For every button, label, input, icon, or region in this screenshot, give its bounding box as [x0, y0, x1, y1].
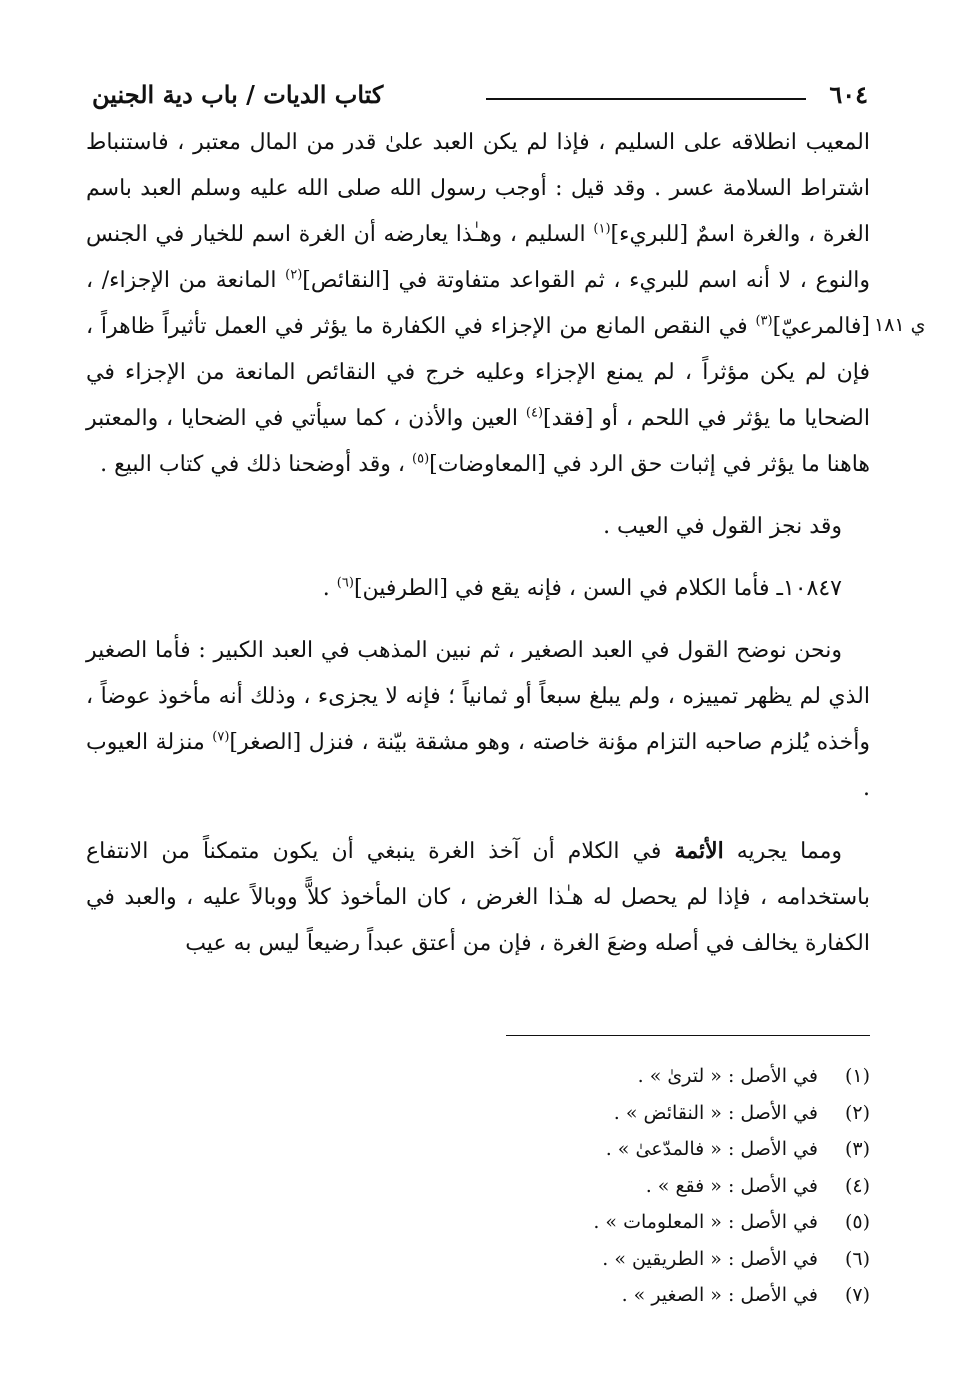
paragraph-5: [86, 828, 870, 967]
paragraph-3: [86, 566, 870, 612]
running-title: كتاب الديات / باب دية الجنين: [92, 80, 384, 109]
footnote-number: (٤): [844, 1174, 870, 1197]
text-run: المعيب انطلاقه على السليم ، فإذا لم يكن العبد علىٰ قدر من المال معتبر ، فاستنباط اشتراط السلامة عسر . وقد قيل : أوجب رسول الله صلى الله عليه وسلم العبد باسم الغرة ، والغرة اسمٌ [للبريء]: [86, 130, 870, 247]
text-run: ، وقد أوضحنا ذلك في كتاب البيع .: [100, 452, 412, 477]
text-run: منزلة العيوب .: [86, 730, 870, 801]
footnote-ref-7[interactable]: (٧): [212, 729, 230, 745]
footnote-item: [510, 1168, 870, 1205]
footnote-number: (٥): [844, 1211, 870, 1233]
footnote-item: [510, 1131, 870, 1168]
footnote-ref-6[interactable]: (٦): [336, 575, 354, 591]
footnote-text: في الأصل : « لترىٰ » .: [637, 1065, 818, 1087]
footnote-ref-5[interactable]: (٥): [412, 451, 430, 467]
footnote-text: في الأصل : « الطريقين » .: [602, 1247, 818, 1270]
page-number: ٦٠٤: [829, 80, 868, 109]
paragraph-4: [86, 628, 870, 812]
footnote-ref-3[interactable]: (٣): [755, 313, 773, 329]
paragraph-1: [86, 120, 870, 488]
footnote-number: (٧): [844, 1284, 870, 1306]
footnote-ref-4[interactable]: (٤): [525, 405, 544, 421]
footnote-number: (٢): [844, 1101, 870, 1124]
footnote-ref-1[interactable]: (١): [593, 221, 611, 237]
footnote-number: (١): [844, 1065, 870, 1087]
text-run: ومما يجريه: [723, 839, 842, 864]
text-run: ونحن نوضح القول في العبد الصغير ، ثم نبين المذهب في العبد الكبير : فأما الصغير الذي لم يظهر تمييزه ، ولم يبلغ سبعاً أو ثمانياً ؛ فإنه لا يجزىء ، وذلك أنه مأخوذ عوضاً ، وأخذه يُلزم صاحبه التزام مؤنة خاصته ، وهو مشقة بيّنة ، فنزل [الصغر]: [86, 638, 870, 755]
footnote-text: في الأصل : « فالمدّعىٰ » .: [605, 1138, 818, 1160]
text-run: العين والأذن ، كما سيأتي في الضحايا ، والمعتبر هاهنا ما يؤثر في إثبات حق الرد في [المعاوضات]: [86, 406, 870, 477]
main-text: [86, 120, 870, 967]
footnote-number: (٦): [844, 1247, 870, 1270]
footnote-ref-2[interactable]: (٢): [285, 267, 303, 283]
text-run: في الكلام أن آخذ الغرة ينبغي أن يكون متمكناً من الانتفاع باستخدامه ، فإذا لم يحصل له هـٰذا الغرض ، كان المأخوذ كلاًّ ووبالاً عليه ، والعبد في الكفارة يخالف في أصله وضعَ الغرة ، فإن من أعتق عبداً رضيعاً ليس به عيب: [86, 839, 870, 956]
footnote-item: [510, 1058, 870, 1095]
footnotes: [510, 1058, 870, 1314]
footnote-item: [510, 1241, 870, 1278]
footnote-text: في الأصل : « المعلومات » .: [593, 1211, 818, 1233]
text-run: .: [322, 576, 337, 601]
footnote-separator: [506, 1035, 870, 1036]
text-run: السليم ، وهـٰذا يعارضه أن الغرة اسم للخيار في الجنس والنوع ، لا أنه اسم للبريء ، ثم القواعد متفاوتة في [النقائص]: [86, 222, 871, 293]
text-run: المانعة من الإجزاء/ ، [فالمرعيّ]: [86, 268, 871, 339]
header-rule: [486, 98, 806, 100]
text-run: ١٠٨٤٧ـ فأما الكلام في السن ، فإنه يقع في [الطرفين]: [353, 576, 842, 601]
bold-term: الأئمة: [674, 838, 724, 864]
footnote-item: [510, 1095, 870, 1132]
text-run: في النقص المانع من الإجزاء في الكفارة ما يؤثر في العمل تأثيراً ظاهراً ، فإن لم يكن مؤثراً ، لم يمنع الإجزاء وعليه خرج في النقائص المانعة من الإجزاء في الضحايا ما يؤثر في اللحم ، أو [فقد]: [86, 314, 870, 431]
paragraph-2: وقد نجز القول في العيب .: [603, 514, 842, 539]
page-header: [92, 80, 868, 120]
footnote-item: [510, 1277, 870, 1314]
footnote-text: في الأصل : « الصغير » .: [621, 1284, 818, 1306]
footnote-number: (٣): [844, 1138, 870, 1160]
footnote-item: [510, 1204, 870, 1241]
manuscript-margin-note: ي ١٨١: [874, 314, 926, 336]
footnote-text: في الأصل : « النقائض » .: [613, 1101, 818, 1124]
footnote-text: في الأصل : « فقع » .: [645, 1174, 818, 1197]
